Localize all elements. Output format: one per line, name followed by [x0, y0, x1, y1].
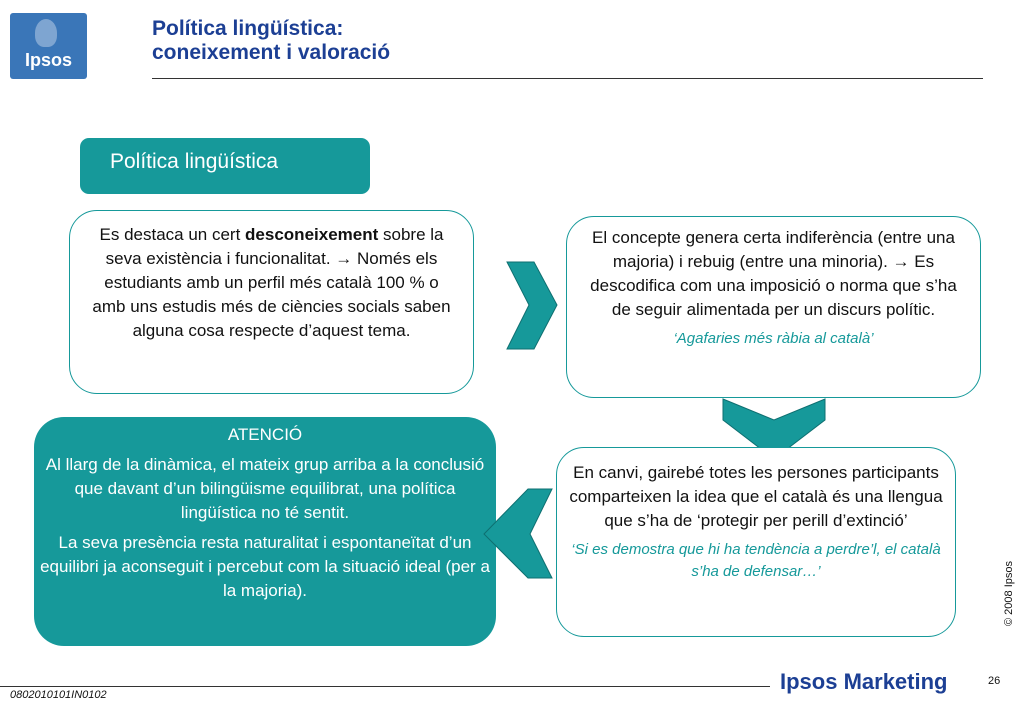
ipsos-logo — [10, 13, 87, 79]
attention-paragraph-1: Al llarg de la dinàmica, el mateix grup arriba a la conclusió que davant d’un bilingüisme equilibrat, una política lingüística no té sentit. — [45, 455, 485, 522]
left-arrow-icon — [482, 488, 554, 580]
page-title-line1: Política lingüística: — [152, 17, 344, 40]
protection-text: En canvi, gairebé totes les persones participants comparteixen la idea que el català és una llengua que s’ha de ‘protegir per perill d’extinció’ — [569, 463, 943, 530]
document-code: 0802010101IN0102 — [10, 689, 107, 701]
logo-text: Ipsos — [24, 50, 72, 70]
page-number: 26 — [988, 675, 1001, 687]
right-arrow-icon — [506, 261, 558, 351]
attention-heading: ATENCIÓ — [227, 425, 303, 444]
logo-head-icon — [35, 19, 57, 47]
knowledge-text-end: sobre la seva existència i funcionalitat. → Només els estudiants amb un perfil més català 100 % o amb uns estudis més de ciències socials saben alguna cosa respecte d’aquest tema. — [92, 225, 451, 340]
knowledge-box — [69, 210, 474, 394]
perception-box — [566, 216, 981, 398]
page-title-line2: coneixement i valoració — [152, 41, 391, 64]
footer-divider — [0, 686, 770, 687]
title-divider — [152, 78, 983, 79]
ipsos-marketing-logo: Ipsos Marketing — [780, 669, 948, 694]
knowledge-text-start: Es destaca un cert — [99, 225, 246, 244]
protection-quote: ‘Si es demostra que hi ha tendència a perdre’l, el català s’ha de defensar…’ — [571, 541, 941, 580]
perception-text: El concepte genera certa indiferència (entre una majoria) i rebuig (entre una minoria). → Es descodifica com una imposició o norma que s’ha de seguir alimentada per un discurs polític. — [590, 228, 957, 319]
section-header-box: Política lingüística — [80, 138, 370, 194]
attention-box — [34, 417, 496, 646]
perception-quote: ‘Agafaries més ràbia al català’ — [673, 330, 874, 347]
attention-paragraph-2: La seva presència resta naturalitat i espontaneïtat d’un equilibri ja aconseguit i percebut com la situació ideal (per a la majoria). — [40, 533, 490, 600]
page-title — [152, 17, 390, 65]
knowledge-text-bold: desconeixement — [245, 225, 379, 244]
copyright-note: © 2008 Ipsos — [1003, 561, 1015, 626]
protection-box — [556, 447, 956, 637]
